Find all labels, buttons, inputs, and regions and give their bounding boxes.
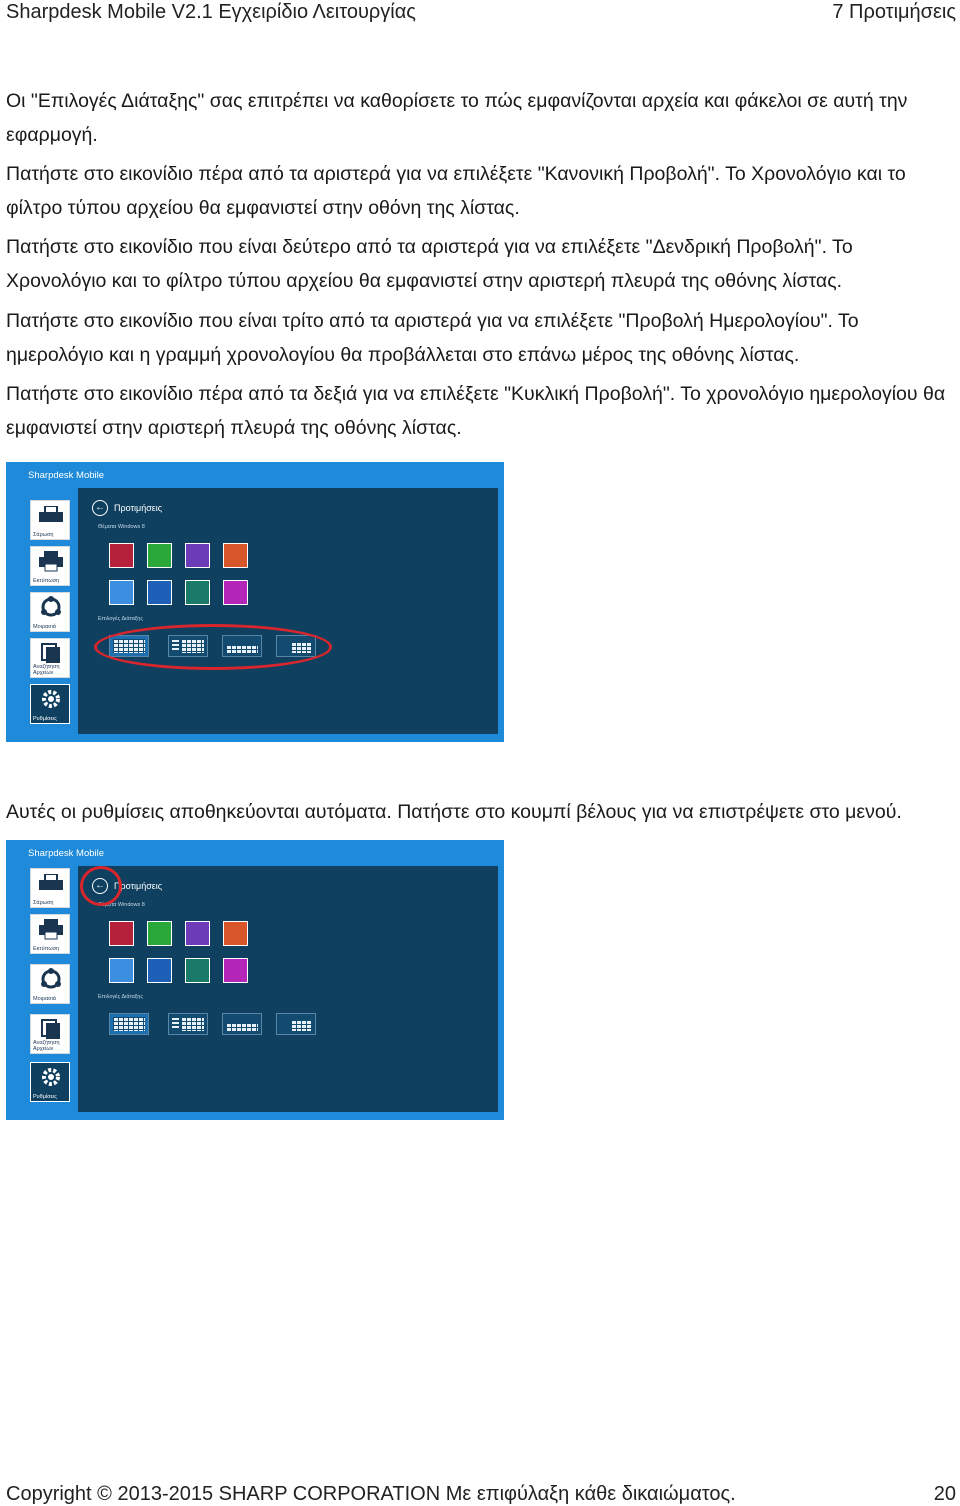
theme-swatch-lightblue[interactable] [109,958,134,983]
theme-swatch-red[interactable] [109,543,134,568]
theme-label: Θέματα Windows 8 [98,902,145,908]
share-icon [36,596,66,618]
sidebar-item-print[interactable] [30,914,70,954]
theme-swatch-blue[interactable] [147,580,172,605]
app-title: Sharpdesk Mobile [28,848,105,859]
gear-icon [36,688,66,710]
preferences-title: Προτιμήσεις [114,881,163,891]
theme-label: Θέματα Windows 8 [98,524,145,530]
theme-swatch-teal[interactable] [185,580,210,605]
page-header [6,0,956,24]
paragraph-circular-view: Πατήστε στο εικονίδιο πέρα από τα δεξιά για να επιλέξετε "Κυκλική Προβολή". Το χρονολόγιο ημερολογίου θα εμφανιστεί στην αριστερή πλευρά της οθόνης λίστας. [6,383,946,439]
layout-normal-view[interactable] [109,1013,149,1035]
theme-swatch-lightblue[interactable] [109,580,134,605]
scanner-icon [36,504,66,526]
sidebar-label: Ρυθμίσεις [33,1094,57,1100]
theme-swatch-magenta[interactable] [223,958,248,983]
layout-calendar-view[interactable] [222,1013,262,1035]
back-arrow-icon[interactable]: ← [92,878,108,894]
app-title: Sharpdesk Mobile [28,470,105,481]
sidebar-label: Εκτύπωση [33,578,60,584]
layout-label: Επιλογές Διάταξης [98,616,144,622]
paragraph-tree-view: Πατήστε στο εικονίδιο που είναι δεύτερο από τα αριστερά για να επιλέξετε "Δενδρική Προβολή". Το Χρονολόγιο και το φίλτρο τύπου αρχείου θα εμφανιστεί στην αριστερή πλευρά της οθόνης λίστας. [6,236,853,292]
sidebar-label: Αναζήτηση Αρχείων [33,664,60,676]
sidebar-item-share[interactable] [30,592,70,632]
sidebar-label: Μοιρασιά [33,996,56,1002]
highlight-layout-options [94,624,332,670]
theme-swatch-green[interactable] [147,921,172,946]
sidebar-item-settings[interactable] [30,1062,70,1102]
theme-swatch-purple[interactable] [185,921,210,946]
sidebar-item-settings[interactable] [30,684,70,724]
sidebar-label: Σάρωση [33,532,54,538]
theme-swatch-red[interactable] [109,921,134,946]
chapter-title: 7 Προτιμήσεις [832,1,956,23]
sidebar-item-file-search[interactable] [30,1014,70,1054]
theme-swatch-orange[interactable] [223,543,248,568]
sidebar-item-print[interactable] [30,546,70,586]
layout-label: Επιλογές Διάταξης [98,994,144,1000]
theme-swatch-magenta[interactable] [223,580,248,605]
scanner-icon [36,872,66,894]
sidebar-item-share[interactable] [30,964,70,1004]
tree-grid-icon [181,1017,204,1031]
paragraph-calendar-view: Πατήστε στο εικονίδιο που είναι τρίτο από τα αριστερά για να επιλέξετε "Προβολή Ημερολογίου". Το ημερολόγιο και η γραμμή χρονολογίου θα προβάλλεται στο επάνω μέρος της οθόνης λίστας. [6,310,859,366]
page-number: 20 [933,1483,956,1505]
sidebar-item-file-search[interactable] [30,638,70,678]
paragraph-layout-options: Οι "Επιλογές Διάταξης" σας επιτρέπει να καθορίσετε το πώς εμφανίζονται αρχεία και φάκελοι σε αυτή την εφαρμογή. [6,90,908,146]
layout-circular-view[interactable] [276,1013,316,1035]
screenshot-back-button [6,840,504,1120]
theme-swatch-green[interactable] [147,543,172,568]
theme-swatch-blue[interactable] [147,958,172,983]
back-arrow-icon[interactable]: ← [92,500,108,516]
manual-title: Sharpdesk Mobile V2.1 Εγχειρίδιο Λειτουργίας [6,1,416,23]
sidebar-label: Σάρωση [33,900,54,906]
screenshot-layout-options [6,462,504,742]
preferences-header [92,500,162,516]
documents-icon [36,642,66,664]
highlight-back-button [80,866,122,906]
copyright-text: Copyright © 2013-2015 SHARP CORPORATION Με επιφύλαξη κάθε δικαιώματος. [6,1483,736,1505]
gear-icon [36,1066,66,1088]
tree-list-icon [172,1018,179,1030]
share-icon [36,968,66,990]
theme-swatch-orange[interactable] [223,921,248,946]
sidebar-item-scan[interactable] [30,500,70,540]
grid-view-icon [113,1017,145,1031]
theme-swatch-purple[interactable] [185,543,210,568]
page-footer [6,1480,956,1506]
preferences-title: Προτιμήσεις [114,503,163,513]
circular-grid-icon [291,1020,312,1031]
layout-tree-view[interactable] [168,1013,208,1035]
printer-icon [36,550,66,572]
sidebar-item-scan[interactable] [30,868,70,908]
paragraph-normal-view: Πατήστε στο εικονίδιο πέρα από τα αριστερά για να επιλέξετε "Κανονική Προβολή". Το Χρονολόγιο και το φίλτρο τύπου αρχείου θα εμφανιστεί στην οθόνη της λίστας. [6,163,906,219]
calendar-grid-icon [226,1023,258,1031]
sidebar-label: Μοιρασιά [33,624,56,630]
sidebar-label: Ρυθμίσεις [33,716,57,722]
theme-swatch-teal[interactable] [185,958,210,983]
printer-icon [36,918,66,940]
sidebar-label: Αναζήτηση Αρχείων [33,1040,60,1052]
paragraph-autosave: Αυτές οι ρυθμίσεις αποθηκεύονται αυτόματα. Πατήστε στο κουμπί βέλους για να επιστρέψετε στο μενού. [6,801,902,823]
sidebar-label: Εκτύπωση [33,946,60,952]
documents-icon [36,1018,66,1040]
